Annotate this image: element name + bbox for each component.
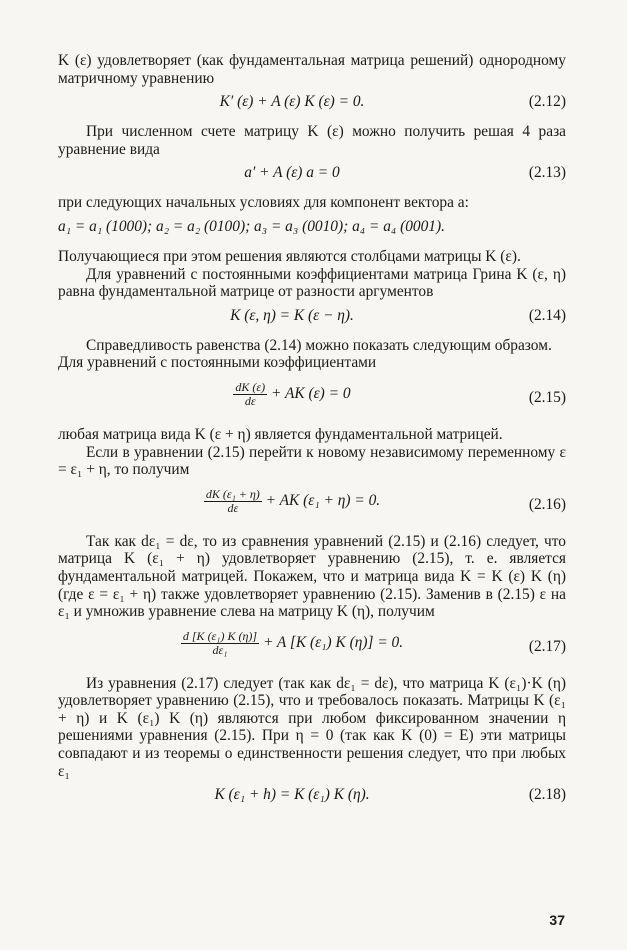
paragraph: Если в уравнении (2.15) перейти к новому независимому переменному ε = ε₁ + η, то получим [58, 443, 566, 479]
equation-2-14 [58, 307, 566, 329]
equation-2-12 [58, 93, 566, 115]
equation-body: $\frac{\text{dK (ε₁ + η)}}{d\varepsilon}$ + AK (ε₁ + η) = 0. [205, 486, 381, 515]
equation-2-13 [58, 164, 566, 186]
paragraph: Справедливость равенства (2.14) можно показать следующим образом. [86, 336, 552, 354]
page-content [58, 52, 566, 816]
equation-body: K (ε₁ + h) = K (ε₁) K (η). [214, 786, 370, 804]
equation-body: a₁ = a₁ (1000); a₂ = a₂ (0100); a₃ = a₃ (0010); a₄ = a₄ (0001). [58, 217, 445, 235]
equation-2-17 [58, 627, 566, 667]
equation-2-18 [58, 786, 566, 808]
paragraph: K (ε) удовлетворяет (как фундаментальная матрица решений) однородному матричному уравнению [58, 52, 566, 87]
equation-body: $\frac{\text{d [K (ε₁) K (η)]}}{\text{dε₁}}$ + A [K (ε₁) K (η)] = 0. [182, 628, 404, 657]
equation-number: (2.16) [528, 495, 566, 513]
fraction: $\frac{\text{dK (ε₁ + η)}}{d\varepsilon}$ [205, 486, 260, 515]
equation-body: $\frac{dK (\varepsilon)}{d\varepsilon}$ + AK (ε) = 0 [235, 379, 351, 408]
paragraph: Из уравнения (2.17) следует (так как dε₁ = dε), что матрица K (ε₁)·K (η) удовлетворяет уравнению (2.15), что и требовалось показать. Матрицы K (ε₁ + η) и K (ε₁) K (η) являются при любом фиксированном значении η решениями уравнения (2.15). При η = 0 (так как K (0) = E) эти матрицы совпадают и из теоремы о единственности решения следует, что при любых ε₁ [58, 674, 566, 780]
equation-2-15 [58, 378, 566, 418]
equation-body: K (ε, η) = K (ε − η). [230, 306, 354, 324]
paragraph: Для уравнений с постоянными коэффициентами [58, 354, 377, 372]
paragraph: любая матрица вида K (ε + η) является фундаментальной матрицей. [58, 425, 503, 443]
equation-body: K′ (ε) + A (ε) K (ε) = 0. [219, 93, 365, 111]
equation-number: (2.17) [528, 637, 566, 655]
equation-number: (2.18) [528, 786, 566, 804]
equation-number: (2.15) [528, 388, 566, 406]
paragraph: при следующих начальных условиях для компонент вектора a: [58, 194, 469, 212]
paragraph: Так как dε₁ = dε, то из сравнения уравнений (2.15) и (2.16) следует, что матрица K (ε₁ + η) удовлетворяет уравнению (2.15), т. е. является фундаментальной матрицей. Покажем, что и матрица вида K = K (ε) K (η) (где ε = ε₁ + η) также удовлетворяет уравнению (2.15). Заменив в (2.15) ε на ε₁ и умножив уравнение слева на матрицу K (η), получим [58, 532, 567, 621]
equation-2-16 [58, 485, 566, 525]
page-number: 37 [549, 912, 565, 929]
equation-body: a′ + A (ε) a = 0 [244, 164, 340, 182]
fraction: $\frac{\text{d [K (ε₁) K (η)]}}{\text{dε₁}}$ [182, 628, 258, 657]
equation-number: (2.12) [528, 93, 566, 111]
paragraph: Получающиеся при этом решения являются столбцами матрицы K (ε). [58, 247, 521, 265]
initial-conditions [58, 218, 566, 240]
equation-number: (2.14) [528, 306, 566, 324]
paragraph: Для уравнений с постоянными коэффициентами матрица Грина K (ε, η) равна фундаментальной матрице от разности аргументов [58, 265, 566, 301]
fraction: $\frac{dK (\varepsilon)}{d\varepsilon}$ [235, 379, 266, 408]
paragraph: При численном счете матрицу K (ε) можно получить решая 4 раза уравнение вида [58, 123, 566, 158]
equation-number: (2.13) [528, 164, 566, 182]
